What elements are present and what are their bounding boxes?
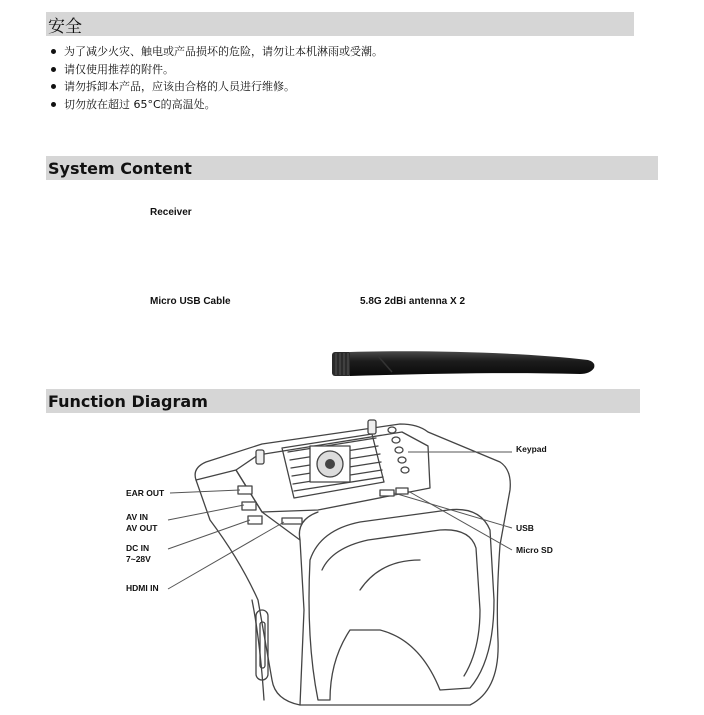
keypad-label: Keypad <box>516 444 547 454</box>
hdmi-port <box>282 518 302 524</box>
micro-sd-label: Micro SD <box>516 545 553 555</box>
micro-sd-slot <box>396 488 408 494</box>
av-port <box>242 502 256 510</box>
ear-out-port <box>238 486 252 494</box>
hdmi-label: HDMI IN <box>126 583 159 593</box>
system-content-heading: System Content <box>48 158 192 178</box>
antenna-post-left <box>256 450 264 464</box>
receiver-label: Receiver <box>150 207 192 218</box>
usb-cable-label: Micro USB Cable <box>150 296 231 307</box>
safety-item: 请仅使用推荐的附件。 <box>48 61 383 79</box>
usb-port <box>380 490 394 496</box>
dc-port <box>248 516 262 524</box>
safety-item: 切勿放在超过 65°C的高温处。 <box>48 96 383 114</box>
ear-out-label: EAR OUT <box>126 488 165 498</box>
usb-label: USB <box>516 523 534 533</box>
goggles-inner-rim <box>322 530 480 676</box>
antenna-label: 5.8G 2dBi antenna X 2 <box>360 296 466 307</box>
antenna-post-right <box>368 420 376 434</box>
dc-label: DC IN 7~28V <box>126 543 151 564</box>
safety-item: 请勿拆卸本产品，应该由合格的人员进行维修。 <box>48 78 383 96</box>
safety-heading: 安全 <box>48 16 82 37</box>
av-label: AV IN AV OUT <box>126 512 158 533</box>
safety-item: 为了减少火灾、触电或产品损坏的危险，请勿让本机淋雨或受潮。 <box>48 43 383 61</box>
function-diagram-heading: Function Diagram <box>48 391 208 411</box>
